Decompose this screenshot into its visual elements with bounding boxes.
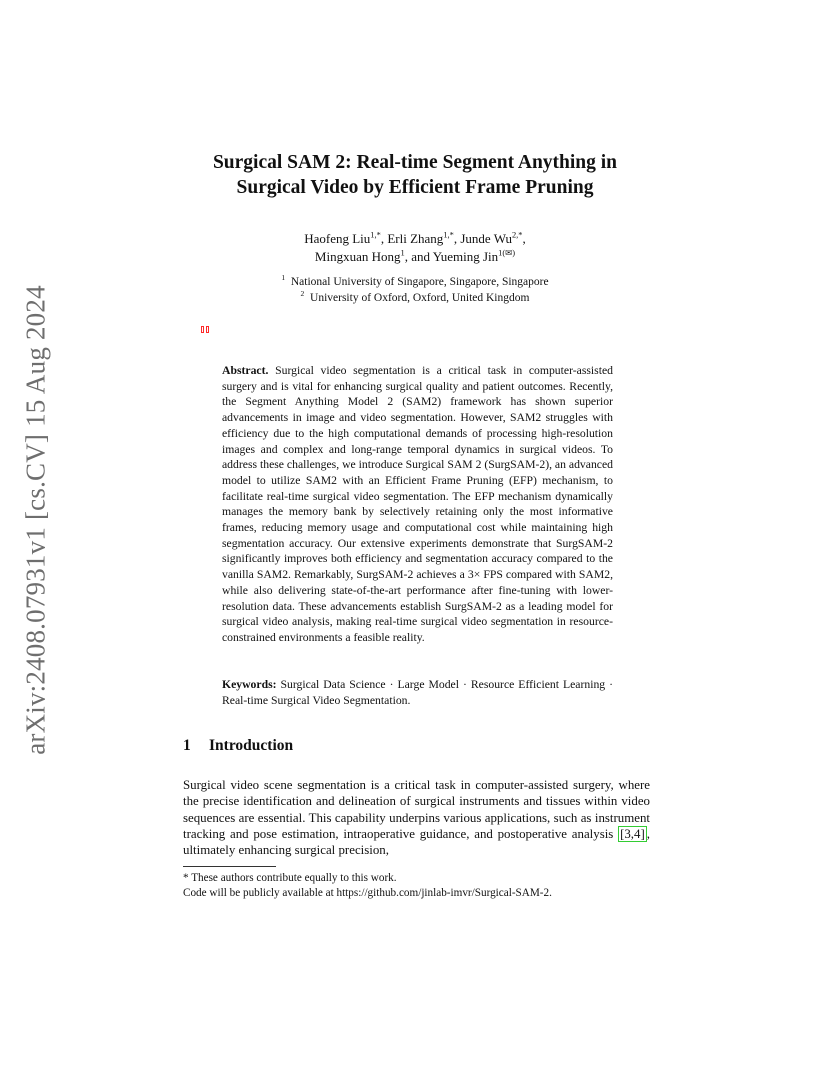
arxiv-identifier-stamp [0, 0, 70, 1072]
affiliation-item [150, 275, 680, 291]
author-name: Yueming Jin [432, 249, 499, 264]
paper-title-line-1: Surgical SAM 2: Real-time Segment Anything in [212, 152, 618, 173]
paper-title [150, 150, 680, 200]
author-line-1: Haofeng Liu$^{1,*}$, Erli Zhang$^{1,*}$, Junde $Wu^{2,*}$, [304, 229, 526, 246]
author-conjunction: and [411, 249, 430, 264]
footnote-equal-contribution: * These authors contribute equally to this work. [183, 872, 397, 884]
affiliation-list [150, 275, 680, 306]
citation-link[interactable]: [3,4] [620, 826, 645, 841]
corresponding-author-marker: 1(✉) [498, 247, 516, 258]
section-number: 1 [183, 737, 191, 754]
footnote-divider [183, 866, 276, 867]
section-title: Introduction [209, 737, 294, 754]
author-affiliation-marker: 1,* [443, 229, 454, 240]
author-line-2: Mingxuan Hong$^1$, and Yueming Jin$^{1(✉)}$ [314, 247, 516, 264]
abstract-text: Surgical video segmentation is a critical task in computer-assisted surgery and is vital for enhancing surgical quality and patient outcomes. Recently, the Segment Anything Model 2 (SAM2) framework has shown superior advancements in image and video segmentation. However, SAM2 struggles with efficiency due to the high computational demands of processing high-resolution images and complex and long-range temporal dynamics in surgical videos. To address these challenges, we introduce Surgical SAM 2 (SurgSAM-2), an advanced model to utilize SAM2 with an Efficient Frame Pruning (EFP) mechanism, to facilitate real-time surgical video segmentation. The EFP mechanism dynamically manages the memory bank by selectively retaining only the most informative frames, reducing memory usage and computational cost while maintaining high segmentation accuracy. Our extensive experiments demonstrate that SurgSAM-2 significantly improves both efficiency and segmentation accuracy compared to the vanilla SAM2. Remarkably, SurgSAM-2 achieves a 3× FPS compared with SAM2, while also delivering state-of-the-art performance after fine-tuning with lower-resolution data. These advancements establish SurgSAM-2 as a leading model for surgical video analysis, making real-time surgical video segmentation in resource-constrained environments a feasible reality. [222, 364, 614, 644]
affiliation-item [150, 288, 680, 307]
author-affiliation-marker: 1,* [370, 229, 381, 240]
keywords-label: Keywords: [222, 678, 277, 691]
footnote-code-availability: Code will be publicly available at https://github.com/jinlab-imvr/Surgical-SAM-2. [183, 887, 552, 899]
keywords-paragraph [222, 677, 613, 708]
introduction-paragraph [183, 777, 650, 858]
intro-text: Surgical video scene segmentation is a critical task in computer-assisted surgery, where the precise identification and delineation of surgical instruments and tissues within video sequences are essential. This capability underpins various applications, such as instrument tracking and pose estimation, intraoperative guidance, and postoperative analysis [183, 778, 650, 841]
author-name: Junde Wu [460, 231, 512, 246]
affiliation-number: 1 [281, 273, 286, 283]
author-affiliation-marker: 2,* [511, 229, 523, 240]
intro-text-continued: , ultimately enhancing surgical precision, [183, 826, 650, 858]
abstract-label: Abstract. [222, 364, 269, 377]
abstract-paragraph [222, 363, 613, 646]
author-name: Erli Zhang [387, 231, 444, 246]
keywords-text: Surgical Data Science · Large Model · Resource Efficient Learning · Real-time Surgical Video Segmentation. [222, 678, 614, 707]
footnotes [183, 871, 683, 901]
orcid-link-icon[interactable] [201, 326, 210, 334]
affiliation-text: University of Oxford, Oxford, United Kingdom [310, 291, 530, 304]
author-name: Mingxuan Hong [314, 249, 401, 264]
section-heading [183, 736, 293, 756]
arxiv-identifier-text: arXiv:2408.07931v1 [cs.CV] 15 Aug 2024 [20, 285, 51, 755]
affiliation-number: 2 [300, 288, 305, 298]
author-list [150, 230, 680, 266]
author-affiliation-marker: 1 [400, 247, 405, 258]
affiliation-text: National University of Singapore, Singapore, Singapore [290, 276, 549, 288]
author-name: Haofeng Liu [304, 231, 371, 246]
paper-title-line-2: Surgical Video by Efficient Frame Pruning [236, 177, 594, 198]
